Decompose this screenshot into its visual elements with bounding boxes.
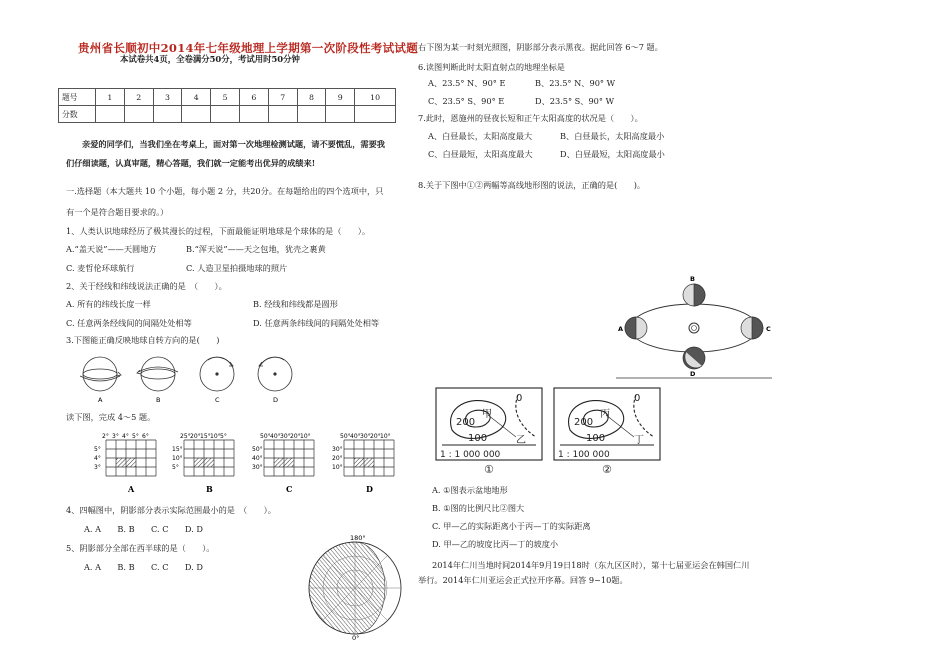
orbit-label-c: C bbox=[766, 325, 771, 333]
table-cell: 1 bbox=[96, 89, 125, 106]
orbit-label-a: A bbox=[618, 325, 624, 333]
score-cell[interactable] bbox=[297, 106, 326, 123]
grid-top-label: 10° bbox=[300, 433, 311, 440]
c1-label-100: 100 bbox=[468, 433, 488, 444]
q8-stem: 8.关于下图中①②两幅等高线地形图的说法，正确的是( )。 bbox=[418, 180, 646, 190]
q3-stem: 3.下图能正确反映地球自转方向的是( ) bbox=[66, 335, 220, 345]
c2-label-100: 100 bbox=[586, 433, 606, 444]
grid-side-label: 5° bbox=[94, 446, 101, 453]
q2-option-a[interactable]: A. 所有的纬线长度一样 bbox=[66, 299, 151, 309]
globe-label-a: A bbox=[98, 396, 103, 404]
table-cell: 2 bbox=[124, 89, 153, 106]
grid-side-label: 10° bbox=[172, 455, 183, 462]
row-label: 分数 bbox=[59, 106, 96, 123]
table-cell: 10 bbox=[355, 89, 396, 106]
grid-d bbox=[332, 433, 394, 494]
polar-view-figure bbox=[300, 532, 415, 640]
q6-option-a[interactable]: A、23.5° N、90° E bbox=[428, 78, 506, 88]
q5-options[interactable]: A. A B. B C. C D. D bbox=[84, 562, 203, 572]
c1-point-a: 甲 bbox=[482, 409, 492, 420]
table-cell: 9 bbox=[326, 89, 355, 106]
grid-top-label: 30° bbox=[360, 433, 371, 440]
q2-option-b[interactable]: B. 经线和纬线都是圆形 bbox=[253, 299, 338, 309]
grid-top-label: 30° bbox=[280, 433, 291, 440]
q7-stem: 7.此时，恩施州的昼夜长短和正午太阳高度的状况是（ ）。 bbox=[418, 113, 643, 123]
grid-side-label: 20° bbox=[332, 455, 343, 462]
q2-option-d[interactable]: D. 任意两条纬线间的间隔处处相等 bbox=[253, 318, 380, 328]
table-cell: 5 bbox=[211, 89, 240, 106]
grid-b bbox=[172, 433, 234, 494]
grid-side-label: 40° bbox=[252, 455, 263, 462]
grid-side-label: 50° bbox=[252, 446, 263, 453]
section-heading-cont: 有一个是符合题目要求的。） bbox=[66, 207, 169, 217]
globe-label-d: D bbox=[273, 396, 279, 404]
q45-intro: 读下图，完成 4～5 题。 bbox=[66, 412, 156, 422]
q910-intro-1: 2014年仁川当地时间2014年9月19日18时（东九区区时），第十七届亚运会在韩国仁川 bbox=[432, 560, 750, 570]
grid-top-label: 20° bbox=[370, 433, 381, 440]
intro-line-1: 亲爱的同学们，当我们坐在考桌上，面对第一次地理检测试题，请不要慌乱，需要我 bbox=[82, 139, 385, 149]
q1-option-b[interactable]: B.“浑天说”——天之包地，犹壳之裹黄 bbox=[186, 244, 326, 254]
grid-side-label: 30° bbox=[332, 446, 343, 453]
table-cell: 7 bbox=[268, 89, 297, 106]
grid-side-label: 5° bbox=[172, 464, 179, 471]
score-cell[interactable] bbox=[153, 106, 182, 123]
q7-option-b[interactable]: B、白昼最长，太阳高度最小 bbox=[560, 131, 665, 141]
grid-caption: D bbox=[366, 484, 373, 494]
q7-option-c[interactable]: C、白昼最短，太阳高度最大 bbox=[428, 149, 533, 159]
q8-option-a[interactable]: A. ①图表示盆地地形 bbox=[432, 485, 508, 495]
score-table bbox=[58, 88, 396, 123]
q1-option-d[interactable]: C. 人造卫星拍摄地球的照片 bbox=[186, 263, 288, 273]
c2-scale: 1 : 100 000 bbox=[558, 450, 610, 460]
table-cell: 8 bbox=[297, 89, 326, 106]
q8-option-d[interactable]: D. 甲—乙的坡度比丙—丁的坡度小 bbox=[432, 539, 559, 549]
q1-stem: 1、人类认识地球经历了极其漫长的过程，下面最能证明地球是个球体的是（ ）。 bbox=[66, 226, 371, 236]
table-cell: 6 bbox=[239, 89, 268, 106]
orbit-label-b: B bbox=[690, 275, 695, 283]
globe-label-c: C bbox=[215, 396, 220, 404]
polar-label-top: 180° bbox=[350, 534, 366, 542]
globe-label-b: B bbox=[156, 396, 161, 404]
q6-stem: 6.读图判断此时太阳直射点的地理坐标是 bbox=[418, 62, 565, 72]
grid-a bbox=[94, 433, 156, 494]
section-heading: 一.选择题（本大题共 10 个小题，每小题 2 分，共20分。在每题给出的四个选项中，只 bbox=[66, 186, 384, 196]
grid-side-label: 4° bbox=[94, 455, 101, 462]
score-cell[interactable] bbox=[239, 106, 268, 123]
table-row bbox=[59, 89, 396, 106]
grid-caption: C bbox=[286, 484, 293, 494]
score-cell[interactable] bbox=[124, 106, 153, 123]
c1-label-200: 200 bbox=[456, 417, 476, 428]
grid-top-label: 25° bbox=[180, 433, 191, 440]
score-cell[interactable] bbox=[96, 106, 125, 123]
grid-top-label: 6° bbox=[142, 433, 149, 440]
grid-top-label: 20° bbox=[190, 433, 201, 440]
grid-top-label: 2° bbox=[102, 433, 109, 440]
c2-point-b: 丁 bbox=[634, 435, 644, 446]
score-cell[interactable] bbox=[326, 106, 355, 123]
q67-intro: 右下图为某一时刻光照图，阴影部分表示黑夜。据此回答 6～7 题。 bbox=[418, 42, 663, 52]
grid-top-label: 3° bbox=[112, 433, 119, 440]
c2-label-200: 200 bbox=[574, 417, 594, 428]
grid-top-label: 20° bbox=[290, 433, 301, 440]
page-title: 贵州省长顺初中2014年七年级地理上学期第一次阶段性考试试题 bbox=[78, 41, 419, 55]
grid-caption: A bbox=[128, 484, 135, 494]
q4-stem: 4、四幅图中，阴影部分表示实际范围最小的是 （ ）。 bbox=[66, 505, 276, 515]
q2-option-c[interactable]: C. 任意两条经线间的间隔处处相等 bbox=[66, 318, 192, 328]
orbit-label-d: D bbox=[690, 370, 696, 378]
contour-maps-figure bbox=[430, 385, 670, 475]
grid-top-label: 15° bbox=[200, 433, 211, 440]
grid-caption: B bbox=[206, 484, 213, 494]
grid-top-label: 50° bbox=[340, 433, 351, 440]
c1-scale: 1 : 1 000 000 bbox=[440, 450, 501, 460]
c2-point-a: 丙 bbox=[600, 409, 610, 420]
grid-top-label: 5° bbox=[132, 433, 139, 440]
c1-point-b: 乙 bbox=[516, 435, 526, 446]
c1-label-0: 0 bbox=[516, 393, 523, 404]
rotation-globes-figure bbox=[70, 350, 300, 410]
c2-label-0: 0 bbox=[634, 393, 641, 404]
grid-top-label: 40° bbox=[350, 433, 361, 440]
score-cell[interactable] bbox=[182, 106, 211, 123]
exam-subtitle: 本试卷共4页，全卷满分50分，考试用时50分钟 bbox=[120, 54, 300, 64]
q7-option-a[interactable]: A、白昼最长，太阳高度最大 bbox=[428, 131, 533, 141]
grid-side-label: 30° bbox=[252, 464, 263, 471]
q8-option-b[interactable]: B. ①图的比例尺比②图大 bbox=[432, 503, 525, 513]
q1-option-c[interactable]: C. 麦哲伦环球航行 bbox=[66, 263, 135, 273]
score-cell[interactable] bbox=[268, 106, 297, 123]
lat-lon-grids-figure bbox=[82, 430, 402, 496]
q7-option-d[interactable]: D、白昼最短，太阳高度最小 bbox=[560, 149, 665, 159]
q6-option-d[interactable]: D、23.5° S、90° W bbox=[535, 96, 615, 106]
q4-options[interactable]: A. A B. B C. C D. D bbox=[84, 524, 203, 534]
q8-option-c[interactable]: C. 甲—乙的实际距离小于丙—丁的实际距离 bbox=[432, 521, 591, 531]
polar-label-bottom: 0° bbox=[352, 634, 360, 640]
grid-top-label: 10° bbox=[380, 433, 391, 440]
table-row bbox=[59, 106, 396, 123]
q6-option-c[interactable]: C、23.5° S、90° E bbox=[428, 96, 505, 106]
grid-top-label: 50° bbox=[260, 433, 271, 440]
q2-stem: 2、关于经线和纬线说法正确的是 （ ）。 bbox=[66, 281, 227, 291]
q910-intro-2: 举行。2014年仁川亚运会正式拉开序幕。回答 9~10题。 bbox=[418, 575, 628, 585]
grid-top-label: 10° bbox=[210, 433, 221, 440]
grid-top-label: 4° bbox=[122, 433, 129, 440]
grid-side-label: 15° bbox=[172, 446, 183, 453]
q1-option-a[interactable]: A.“盖天说”——天圆地方 bbox=[66, 244, 157, 254]
q6-option-b[interactable]: B、23.5° N、90° W bbox=[535, 78, 616, 88]
score-cell[interactable] bbox=[211, 106, 240, 123]
earth-orbit-figure bbox=[616, 272, 776, 380]
grid-side-label: 10° bbox=[332, 464, 343, 471]
score-cell[interactable] bbox=[355, 106, 396, 123]
grid-top-label: 5° bbox=[220, 433, 227, 440]
q5-stem: 5、阴影部分全部在西半球的是（ ）。 bbox=[66, 543, 215, 553]
c1-number: ① bbox=[484, 463, 494, 475]
table-cell: 3 bbox=[153, 89, 182, 106]
table-cell: 4 bbox=[182, 89, 211, 106]
row-label: 题号 bbox=[59, 89, 96, 106]
intro-line-2: 们仔细读题，认真审题，精心答题，我们就一定能考出优异的成绩来! bbox=[66, 158, 316, 168]
c2-number: ② bbox=[602, 463, 612, 475]
grid-top-label: 40° bbox=[270, 433, 281, 440]
grid-side-label: 3° bbox=[94, 464, 101, 471]
grid-c bbox=[252, 433, 314, 494]
